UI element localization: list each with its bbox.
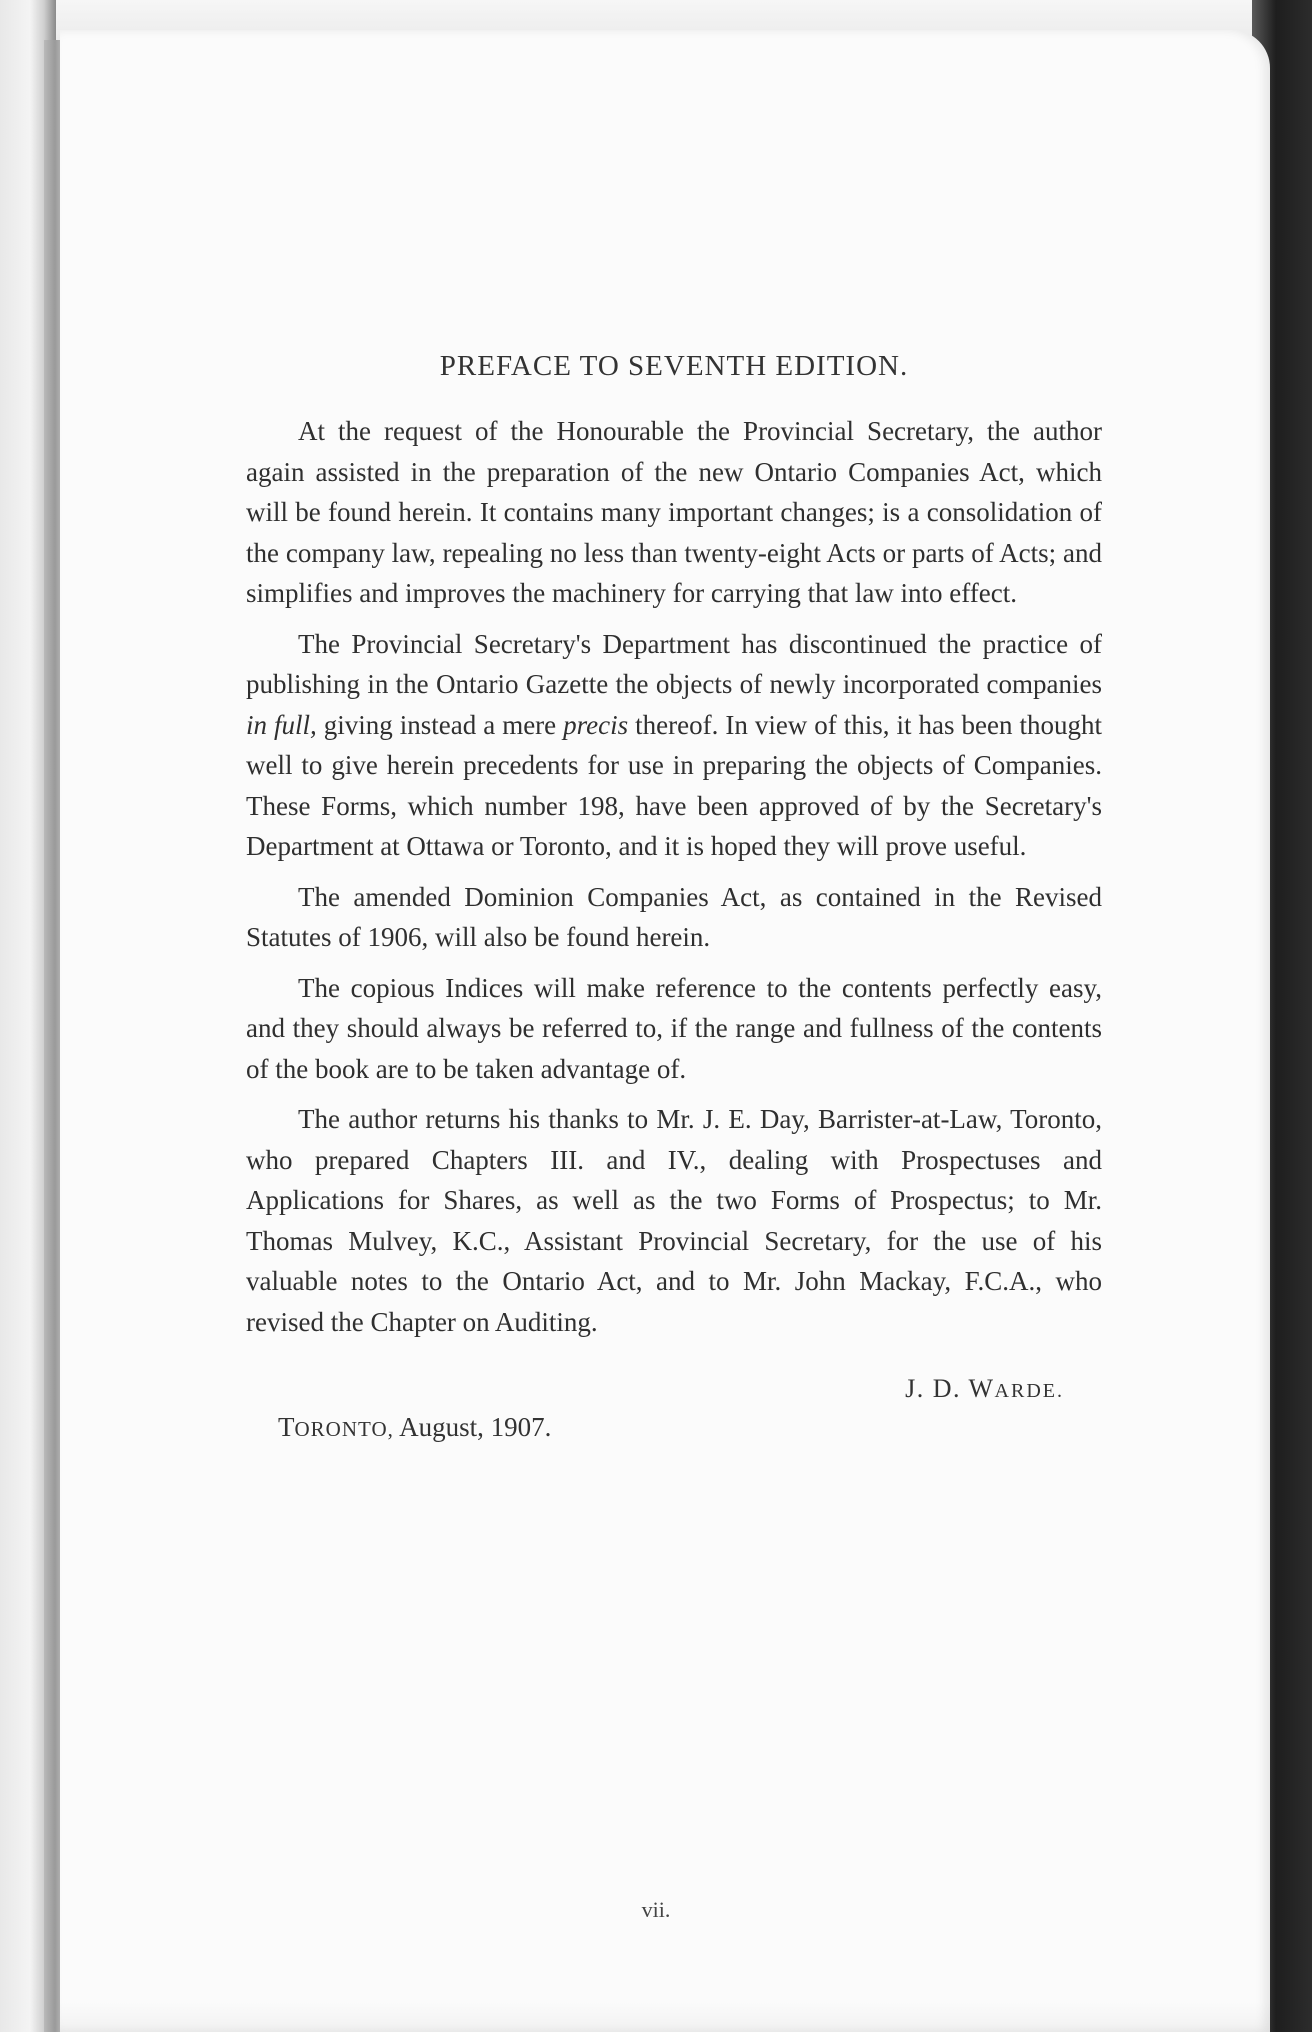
paragraph-2-text-b: giving instead a mere bbox=[316, 709, 564, 740]
paragraph-4: The copious Indices will make reference to the contents perfectly easy, and they should always be referred to, if the range and fullness of the contents of the book are to be taken advantage of. bbox=[246, 972, 1102, 1084]
author-signature bbox=[246, 1374, 1102, 1404]
dateline-city-initial: T bbox=[278, 1412, 295, 1442]
dateline bbox=[278, 1412, 1102, 1443]
page-content bbox=[246, 350, 1102, 1443]
paragraph-2-italic-precis: precis bbox=[563, 709, 629, 740]
signature-surname: ARDE. bbox=[994, 1380, 1064, 1402]
page-bottom-shade bbox=[60, 2002, 1270, 2032]
paragraph-2-text-c: thereof. In view of this, it has been thought well to give herein precedents for use in preparing the objects of Companies. These Forms, which number 198, have been approved of by the Secretary's Department at Ottawa or Toronto, and it is hoped they will prove useful. bbox=[246, 709, 1102, 861]
page-number: vii. bbox=[641, 1897, 671, 1922]
paragraph-2-italic-in-full: in full, bbox=[246, 709, 317, 740]
paragraph-5: The author returns his thanks to Mr. J. E. Day, Barrister-at-Law, Toronto, who prepared Chapters III. and IV., dealing with Prospectuses and Applications for Shares, as well as the two Forms of Prospectus; to Mr. Thomas Mulvey, K.C., Assistant Provincial Secretary, for the use of his valuable notes to the Ontario Act, and to Mr. John Mackay, F.C.A., who revised the Chapter on Auditing. bbox=[246, 1104, 1102, 1337]
dateline-date: August, 1907. bbox=[393, 1412, 552, 1442]
dateline-city-rest: ORONTO, bbox=[294, 1417, 394, 1441]
page-title: PREFACE TO SEVENTH EDITION. bbox=[439, 350, 909, 382]
paragraph-2-text-a: The Provincial Secretary's Department has discontinued the practice of publishing in the Ontario Gazette the objects of newly incorporated companies bbox=[246, 628, 1102, 699]
paragraph-3: The amended Dominion Companies Act, as contained in the Revised Statutes of 1906, will also be found herein. bbox=[246, 881, 1102, 952]
signature-initials: J. D. W bbox=[905, 1374, 995, 1403]
paragraph-2 bbox=[246, 624, 1102, 867]
paragraph-1: At the request of the Honourable the Provincial Secretary, the author again assisted in the preparation of the new Ontario Companies Act, which will be found herein. It contains many important changes; is a consolidation of the company law, repealing no less than twenty-eight Acts or parts of Acts; and simplifies and improves the machinery for carrying that law into effect. bbox=[246, 416, 1102, 608]
